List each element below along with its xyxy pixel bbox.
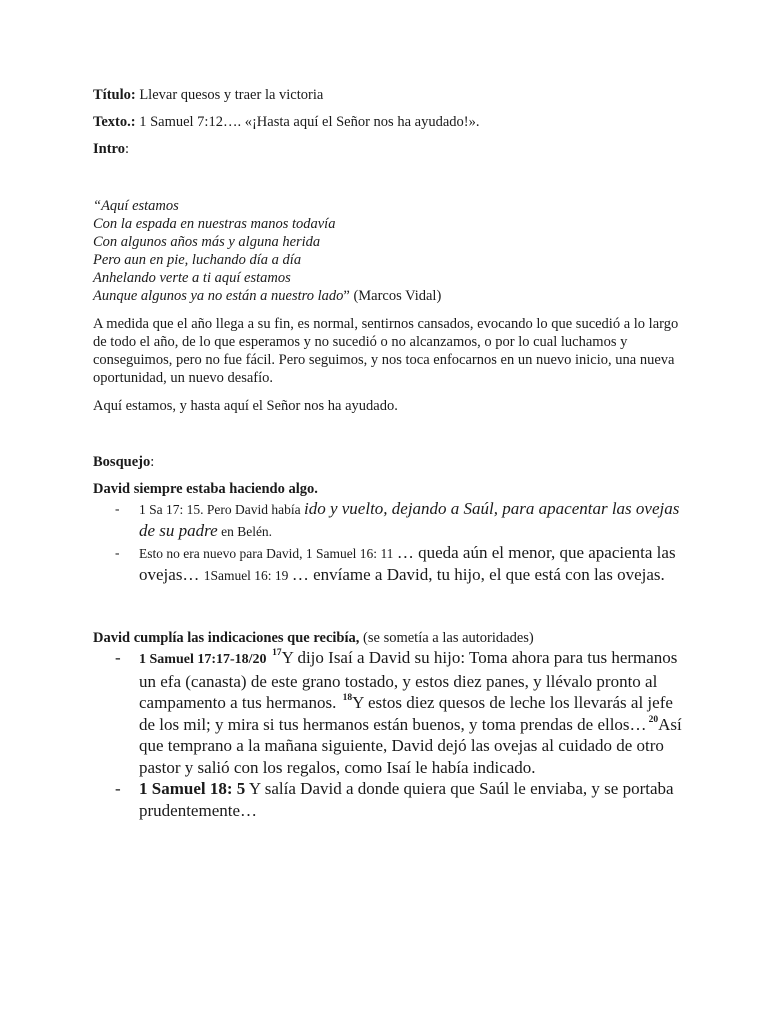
list-item [93, 647, 693, 778]
poem-line-5: Anhelando verte a ti aquí estamos [93, 270, 291, 286]
section-2-list [93, 647, 693, 821]
verse-quote: … envíame a David, tu hijo, el que está con las ovejas. [291, 565, 665, 584]
title-value: Llevar quesos y traer la victoria [135, 87, 324, 103]
poem-attribution: (Marcos Vidal) [349, 288, 442, 304]
list-item [93, 498, 693, 542]
title-label: Título: [93, 87, 136, 103]
poem-line-4: Pero aun en pie, luchando día a día [93, 252, 302, 268]
section-2-heading [93, 629, 693, 647]
dash-bullet: - [115, 779, 121, 798]
paragraph-2: Aquí estamos, y hasta aquí el Señor nos ha ayudado. [93, 398, 398, 414]
title-line [93, 86, 693, 104]
poem-close-quote: ” [343, 288, 350, 304]
text-value: 1 Samuel 7:12…. «¡Hasta aquí el Señor nos ha ayudado!». [135, 114, 480, 130]
paragraph-1: A medida que el año llega a su fin, es normal, sentirnos cansados, evocando lo que sucedió a lo largo de todo el año, de lo que esperamos y no sucedió o no alcanzamos, o por lo cual luchamos y conseguimos, pero no fue fácil. Pero seguimos, y nos toca enfocarnos en un nuevo inicio, una nueva oportunidad, un nuevo desafío. [93, 316, 679, 386]
verse-number: 18 [342, 693, 353, 703]
poem-line-3: Con algunos años más y alguna herida [93, 234, 321, 250]
section-1-heading: David siempre estaba haciendo algo. [93, 481, 318, 497]
intro-colon: : [124, 141, 129, 157]
verse-ref: 1 Samuel 18: 5 [139, 779, 246, 798]
verse-quote: … queda aún el menor, que apacienta las ovejas… [139, 543, 676, 584]
section-1-list [93, 498, 693, 586]
list-item [93, 542, 693, 586]
text-line [93, 113, 693, 131]
list-item [93, 778, 693, 821]
verse-number: 20 [648, 714, 659, 725]
intro-label: Intro [93, 141, 125, 157]
verse-tail: en Belén. [217, 524, 273, 539]
outline-label: Bosquejo [93, 454, 151, 470]
verse-text: Y salía David a donde quiera que Saúl le enviaba, y se portaba prudentemente… [139, 779, 674, 820]
poem-line-1: “Aquí estamos [93, 198, 179, 214]
verse-ref: 1 Samuel 17:17-18/20 [139, 652, 271, 667]
outline-line [93, 453, 693, 471]
section-2-note: (se sometía a las autoridades) [359, 630, 534, 646]
verse-number: 17 [272, 648, 282, 658]
poem-quote [93, 197, 693, 305]
verse-ref: 1Samuel 16: 19 [203, 568, 292, 583]
dash-bullet: - [115, 648, 121, 667]
verse-lead: Esto no era nuevo para David, 1 Samuel 16: 11 [139, 546, 397, 561]
verse-text: Así que temprano a la mañana siguiente, David dejó las ovejas al cuidado de otro pastor y salió con los regalos, como Isaí le había indicado. [139, 714, 682, 777]
verse-quote: ido y vuelto, dejando a Saúl, para apacentar las ovejas de su padre [139, 499, 680, 540]
verse-text: Y estos diez quesos de leche los llevarás al jefe de los mil; y mira si tus hermanos están buenos, y toma prendas de ellos… [139, 693, 673, 734]
text-label: Texto.: [93, 114, 136, 130]
dash-bullet: - [115, 501, 120, 516]
outline-colon: : [150, 454, 155, 470]
document-body [93, 86, 693, 821]
verse-text: Y dijo Isaí a David su hijo: Toma ahora para tus hermanos un efa (canasta) de este grano tostado, y estos diez panes, y llévalo pronto al campamento a tus hermanos. [139, 648, 678, 712]
poem-line-6: Aunque algunos ya no están a nuestro lado [93, 288, 344, 304]
poem-line-2: Con la espada en nuestras manos todavía [93, 216, 336, 232]
section-2-title: David cumplía las indicaciones que recibía, [93, 630, 360, 646]
verse-ref: 1 Sa 17: 15. Pero David había [139, 502, 304, 517]
dash-bullet: - [115, 545, 120, 560]
intro-line [93, 140, 693, 158]
